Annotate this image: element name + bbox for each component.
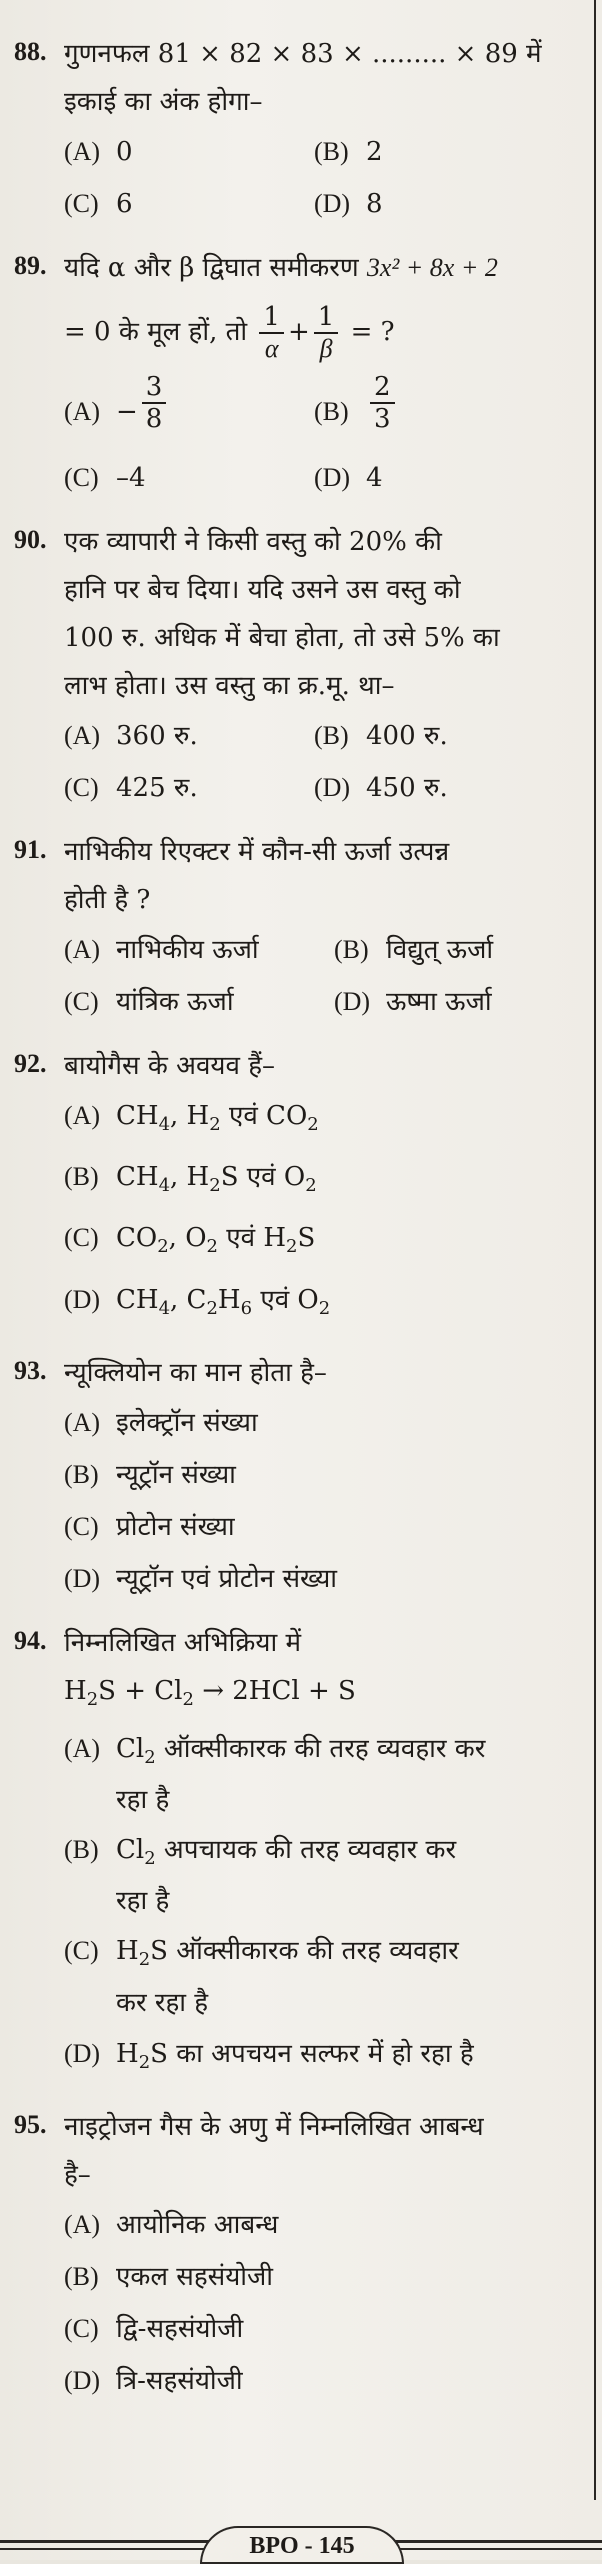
- option-d[interactable]: [64, 2355, 243, 2407]
- option-a[interactable]: [64, 710, 314, 762]
- text-fragment: = 0 के मूल हों, तो: [64, 317, 248, 347]
- option-label: (C): [64, 773, 99, 802]
- option-a[interactable]: [64, 1397, 258, 1449]
- question-line: इकाई का अंक होगा–: [64, 87, 263, 117]
- question-88: [14, 30, 584, 230]
- options: [64, 1397, 584, 1605]
- option-d[interactable]: [314, 762, 564, 814]
- option-label: (D): [64, 2038, 101, 2068]
- question-number: 92.: [14, 1049, 47, 1078]
- options: [64, 126, 584, 230]
- option-label: (C): [64, 1936, 99, 1966]
- question-line: गुणनफल 81 × 82 × 83 × ......... × 89 में: [64, 39, 542, 69]
- question-94: [14, 1619, 584, 2089]
- option-a[interactable]: [64, 2199, 278, 2251]
- option-label: (B): [64, 1459, 99, 1489]
- option-label: (A): [64, 935, 101, 964]
- question-line: है–: [64, 2159, 91, 2190]
- option-c[interactable]: [64, 1501, 235, 1553]
- option-text: $Cl_2$ ऑक्सीकारक की तरह व्यवहार कर रहा है: [116, 1733, 486, 1816]
- formula: $CH_4$, $H_2S$ एवं $O_2$: [116, 1162, 317, 1197]
- option-label: (B): [64, 2261, 99, 2291]
- numerator: 1: [314, 302, 339, 334]
- question-line: निम्नलिखित अभिक्रिया में: [64, 1627, 302, 1658]
- question-number: 94.: [14, 1625, 47, 1655]
- question-number: 90.: [14, 525, 47, 554]
- option-label: (D): [64, 2365, 101, 2395]
- option-b[interactable]: [64, 1829, 456, 1922]
- equation: 3x² + 8x + 2: [366, 253, 498, 282]
- option-a[interactable]: [64, 372, 314, 452]
- question-number: 89.: [14, 251, 47, 280]
- option-text: नाभिकीय ऊर्जा: [116, 935, 259, 965]
- option-text: $H_2S$ ऑक्सीकारक की तरह व्यवहार कर रहा है: [116, 1936, 459, 2018]
- option-label: (D): [64, 1284, 101, 1314]
- option-label: (B): [64, 1162, 99, 1192]
- option-text: 425 रु.: [116, 773, 198, 803]
- fraction: [314, 302, 339, 364]
- option-text: 8: [366, 189, 383, 219]
- option-b[interactable]: [64, 1449, 236, 1501]
- option-text: –4: [116, 463, 146, 493]
- option-text: त्रि-सहसंयोजी: [116, 2365, 243, 2396]
- option-b[interactable]: [334, 924, 584, 976]
- option-label: (B): [314, 397, 349, 426]
- question-text: [64, 30, 584, 126]
- option-text: 450 रु.: [366, 773, 448, 803]
- question-95: [14, 2103, 584, 2407]
- question-89: [14, 244, 584, 504]
- column-rule: [594, 0, 596, 2500]
- option-c[interactable]: [64, 976, 334, 1028]
- text-fragment: यदि α और β द्विघात समीकरण: [64, 253, 359, 283]
- option-label: (C): [64, 2313, 99, 2343]
- options: [64, 924, 584, 1028]
- option-b[interactable]: [64, 1151, 317, 1212]
- page-footer: [0, 2520, 602, 2560]
- option-label: (C): [64, 1511, 99, 1541]
- option-text: प्रोटोन संख्या: [116, 1511, 235, 1542]
- option-c[interactable]: [64, 2303, 243, 2355]
- options: [64, 1090, 584, 1335]
- plus-sign: +: [287, 317, 310, 347]
- question-number: 93.: [14, 1355, 47, 1385]
- option-b[interactable]: [314, 710, 564, 762]
- option-label: (B): [314, 137, 349, 166]
- question-text: [64, 828, 584, 924]
- option-label: (A): [64, 397, 101, 426]
- option-text: 4: [366, 463, 383, 493]
- option-text: $Cl_2$ अपचायक की तरह व्यवहार कर रहा है: [116, 1835, 457, 1917]
- option-text: आयोनिक आबन्ध: [116, 2209, 279, 2240]
- option-a[interactable]: [64, 1090, 319, 1151]
- option-label: (A): [64, 137, 101, 166]
- option-label: (D): [314, 189, 351, 218]
- options: [64, 1724, 584, 2089]
- question-line: [64, 292, 584, 372]
- question-number: 91.: [14, 835, 47, 864]
- denominator: α: [264, 334, 279, 363]
- option-text: एकल सहसंयोजी: [116, 2261, 274, 2292]
- option-c[interactable]: [64, 1212, 315, 1273]
- option-b[interactable]: [64, 2251, 273, 2303]
- question-line: [64, 244, 584, 292]
- question-line: एक व्यापारी ने किसी वस्तु को 20% की: [64, 527, 442, 557]
- option-text: 0: [116, 137, 133, 167]
- question-line: लाभ होता। उस वस्तु का क्र.मू. था–: [64, 671, 395, 701]
- option-label: (D): [314, 773, 351, 802]
- options: [64, 372, 584, 504]
- numerator: 1: [259, 302, 284, 334]
- option-text: 360 रु.: [116, 721, 198, 751]
- question-text: [64, 1619, 584, 1724]
- option-label: (D): [314, 463, 351, 492]
- option-text: ऊष्मा ऊर्जा: [386, 987, 492, 1017]
- option-label: (D): [334, 987, 371, 1016]
- option-text: 6: [116, 189, 133, 219]
- question-text: [64, 244, 584, 372]
- option-text: न्यूट्रॉन संख्या: [116, 1459, 236, 1490]
- option-label: (C): [64, 463, 99, 492]
- fraction: [370, 372, 395, 452]
- option-c[interactable]: [64, 1930, 459, 2023]
- question-line: होती है ?: [64, 885, 151, 915]
- question-text: न्यूक्लियोन का मान होता है–: [64, 1357, 327, 1388]
- denominator: β: [319, 334, 333, 363]
- question-90: [14, 518, 584, 814]
- page-tag: BPO - 145: [200, 2526, 404, 2564]
- option-text: विद्युत् ऊर्जा: [386, 935, 494, 965]
- option-d[interactable]: [64, 2028, 474, 2089]
- option-d[interactable]: [314, 178, 564, 230]
- fraction: [259, 302, 284, 364]
- denominator: 8: [145, 404, 163, 434]
- option-b[interactable]: [314, 126, 564, 178]
- formula: $CH_4$, $H_2$ एवं $CO_2$: [116, 1101, 319, 1136]
- option-d[interactable]: [334, 976, 584, 1028]
- option-label: (C): [64, 189, 99, 218]
- option-d[interactable]: [64, 1274, 330, 1335]
- question-line: हानि पर बेच दिया। यदि उसने उस वस्तु को: [64, 575, 461, 605]
- option-c[interactable]: [64, 762, 314, 814]
- formula: $CH_4$, $C_2H_6$ एवं $O_2$: [116, 1284, 331, 1319]
- question-91: [14, 828, 584, 1028]
- option-text: इलेक्ट्रॉन संख्या: [116, 1407, 258, 1438]
- option-label: (C): [64, 987, 99, 1016]
- question-number: 95.: [14, 2109, 47, 2139]
- option-text: द्वि-सहसंयोजी: [116, 2313, 244, 2344]
- option-a[interactable]: [64, 924, 334, 976]
- question-line: नाभिकीय रिएक्टर में कौन-सी ऊर्जा उत्पन्न: [64, 837, 450, 867]
- option-label: (A): [64, 2209, 101, 2239]
- option-d[interactable]: [64, 1553, 337, 1605]
- options: [64, 710, 584, 814]
- question-number: 88.: [14, 37, 47, 66]
- option-d[interactable]: [314, 452, 564, 504]
- option-label: (A): [64, 1101, 101, 1130]
- question-column: [14, 30, 584, 2421]
- option-text: न्यूट्रॉन एवं प्रोटोन संख्या: [116, 1563, 338, 1594]
- option-label: (B): [334, 935, 369, 964]
- option-a[interactable]: [64, 1728, 485, 1821]
- option-label: (B): [64, 1835, 99, 1865]
- option-label: (A): [64, 1733, 101, 1763]
- question-line: नाइट्रोजन गैस के अणु में निम्नलिखित आबन्ध: [64, 2111, 484, 2142]
- option-c[interactable]: [64, 452, 314, 504]
- numerator: 2: [370, 372, 395, 404]
- option-text: यांत्रिक ऊर्जा: [116, 987, 234, 1017]
- option-label: (A): [64, 721, 101, 750]
- option-label: (D): [64, 1563, 101, 1593]
- numerator: 3: [142, 372, 167, 404]
- minus-sign: −: [116, 397, 138, 427]
- reaction-equation: $H_2S + Cl_2 \to 2HCl + S$: [64, 1675, 356, 1710]
- question-text: बायोगैस के अवयव हैं–: [64, 1051, 276, 1081]
- question-text: [64, 518, 584, 710]
- option-label: (A): [64, 1407, 101, 1437]
- question-92: [14, 1042, 584, 1335]
- options: [64, 2199, 584, 2407]
- formula: $CO_2$, $O_2$ एवं $H_2S$: [116, 1223, 316, 1258]
- option-text: $H_2S$ का अपचयन सल्फर में हो रहा है: [116, 2038, 474, 2073]
- option-c[interactable]: [64, 178, 314, 230]
- option-label: (C): [64, 1223, 99, 1253]
- question-line: 100 रु. अधिक में बेचा होता, तो उसे 5% का: [64, 623, 500, 653]
- option-b[interactable]: [314, 372, 564, 452]
- fraction: [142, 372, 167, 452]
- option-text: 2: [366, 137, 383, 167]
- denominator: 3: [374, 404, 391, 434]
- option-a[interactable]: [64, 126, 314, 178]
- text-fragment: = ?: [350, 317, 395, 347]
- question-93: [14, 1349, 584, 1605]
- option-text: 400 रु.: [366, 721, 448, 751]
- question-text: [64, 2103, 584, 2199]
- option-label: (B): [314, 721, 349, 750]
